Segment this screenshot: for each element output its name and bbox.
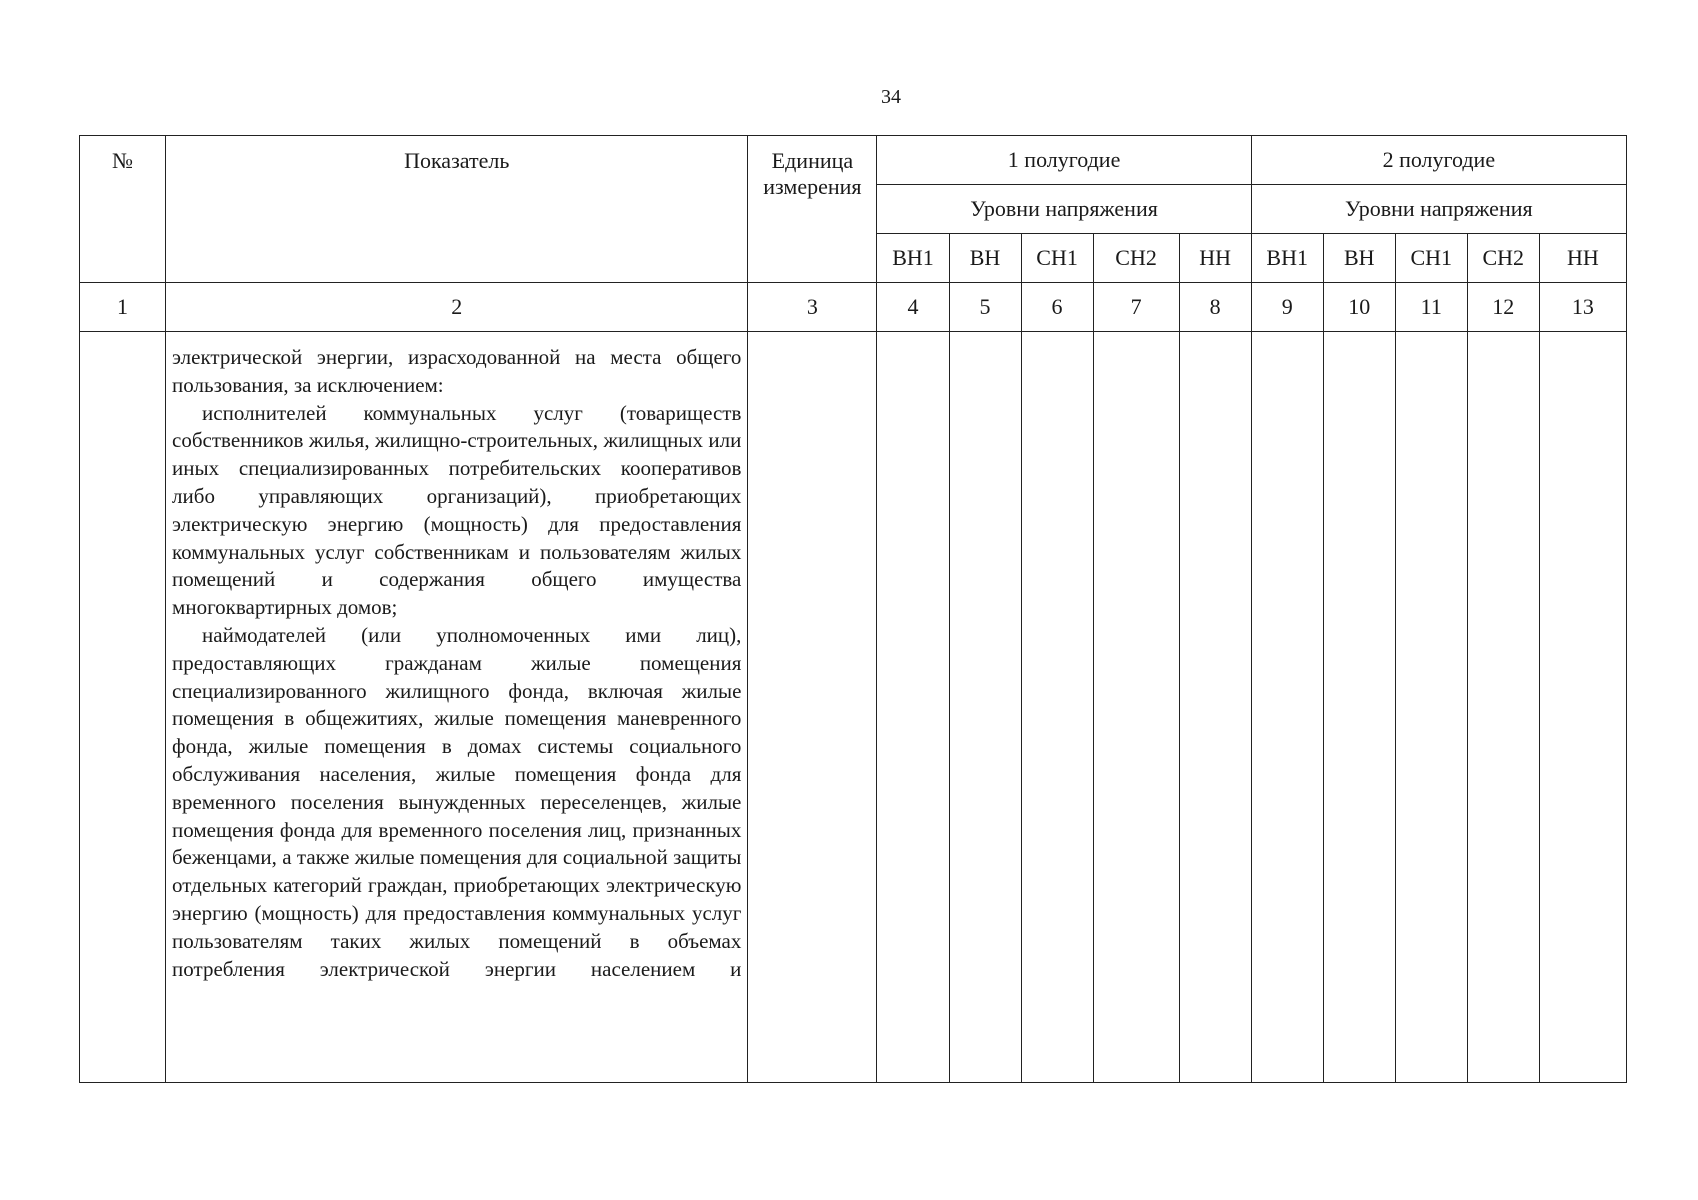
column-number: 4 (877, 283, 949, 332)
cell-no (80, 332, 166, 1083)
column-number: 9 (1251, 283, 1323, 332)
level-sn2-h1: СН2 (1093, 234, 1179, 283)
cell-value (1021, 332, 1093, 1083)
level-vn1-h1: ВН1 (877, 234, 949, 283)
column-number: 8 (1179, 283, 1251, 332)
column-number: 13 (1539, 283, 1626, 332)
level-nn-h2: НН (1539, 234, 1626, 283)
page-number: 34 (881, 86, 901, 108)
level-vn-h2: ВН (1323, 234, 1395, 283)
indicator-paragraph: электрической энергии, израсходованной на места общего пользования, за исключением: (172, 345, 742, 397)
cell-value (1323, 332, 1395, 1083)
indicator-paragraph: исполнителей коммунальных услуг (товариществ собственников жилья, жилищно-строительных, жилищных или иных специализированных потребительских кооперативов либо управляющих организаций), приобретающих электрическую энергию (мощность) для предоставления коммунальных услуг собственникам и пользователям жилых помещений и содержания общего имущества многоквартирных домов; (172, 400, 742, 620)
header-unit: Единица измерения (748, 136, 877, 283)
header-half-1: 1 полугодие (877, 136, 1251, 185)
column-number: 12 (1467, 283, 1539, 332)
cell-value (1093, 332, 1179, 1083)
table-row (80, 332, 1627, 1083)
column-number: 7 (1093, 283, 1179, 332)
column-number: 6 (1021, 283, 1093, 332)
cell-indicator (166, 332, 748, 1083)
level-nn-h1: НН (1179, 234, 1251, 283)
header-indicator: Показатель (166, 136, 748, 283)
indicator-paragraph: наймодателей (или уполномоченных ими лиц), предоставляющих гражданам жилые помещения специализированного жилищного фонда, включая жилые помещения в общежитиях, жилые помещения маневренного фонда, жилые помещения в домах системы социального обслуживания населения, жилые помещения фонда для временного поселения вынужденных переселенцев, жилые помещения фонда для временного поселения лиц, признанных беженцами, а также жилые помещения для социальной защиты отдельных категорий граждан, приобретающих электрическую энергию (мощность) для предоставления коммунальных услуг пользователям таких жилых помещений в объемах потребления электрической энергии населением и (172, 622, 742, 981)
column-number: 2 (166, 283, 748, 332)
level-vn-h1: ВН (949, 234, 1021, 283)
cell-value (877, 332, 949, 1083)
data-table (79, 135, 1627, 1083)
column-number: 10 (1323, 283, 1395, 332)
header-voltage-levels-1: Уровни напряжения (877, 185, 1251, 234)
level-sn1-h2: СН1 (1395, 234, 1467, 283)
level-vn1-h2: ВН1 (1251, 234, 1323, 283)
cell-value (1251, 332, 1323, 1083)
header-no: № (80, 136, 166, 283)
column-number: 1 (80, 283, 166, 332)
level-sn2-h2: СН2 (1467, 234, 1539, 283)
header-half-2: 2 полугодие (1251, 136, 1626, 185)
cell-value (949, 332, 1021, 1083)
column-number: 11 (1395, 283, 1467, 332)
header-voltage-levels-2: Уровни напряжения (1251, 185, 1626, 234)
cell-value (1179, 332, 1251, 1083)
column-number: 3 (748, 283, 877, 332)
column-number: 5 (949, 283, 1021, 332)
level-sn1-h1: СН1 (1021, 234, 1093, 283)
cell-unit (748, 332, 877, 1083)
cell-value (1395, 332, 1467, 1083)
cell-value (1467, 332, 1539, 1083)
column-number-row (80, 283, 1627, 332)
cell-value (1539, 332, 1626, 1083)
